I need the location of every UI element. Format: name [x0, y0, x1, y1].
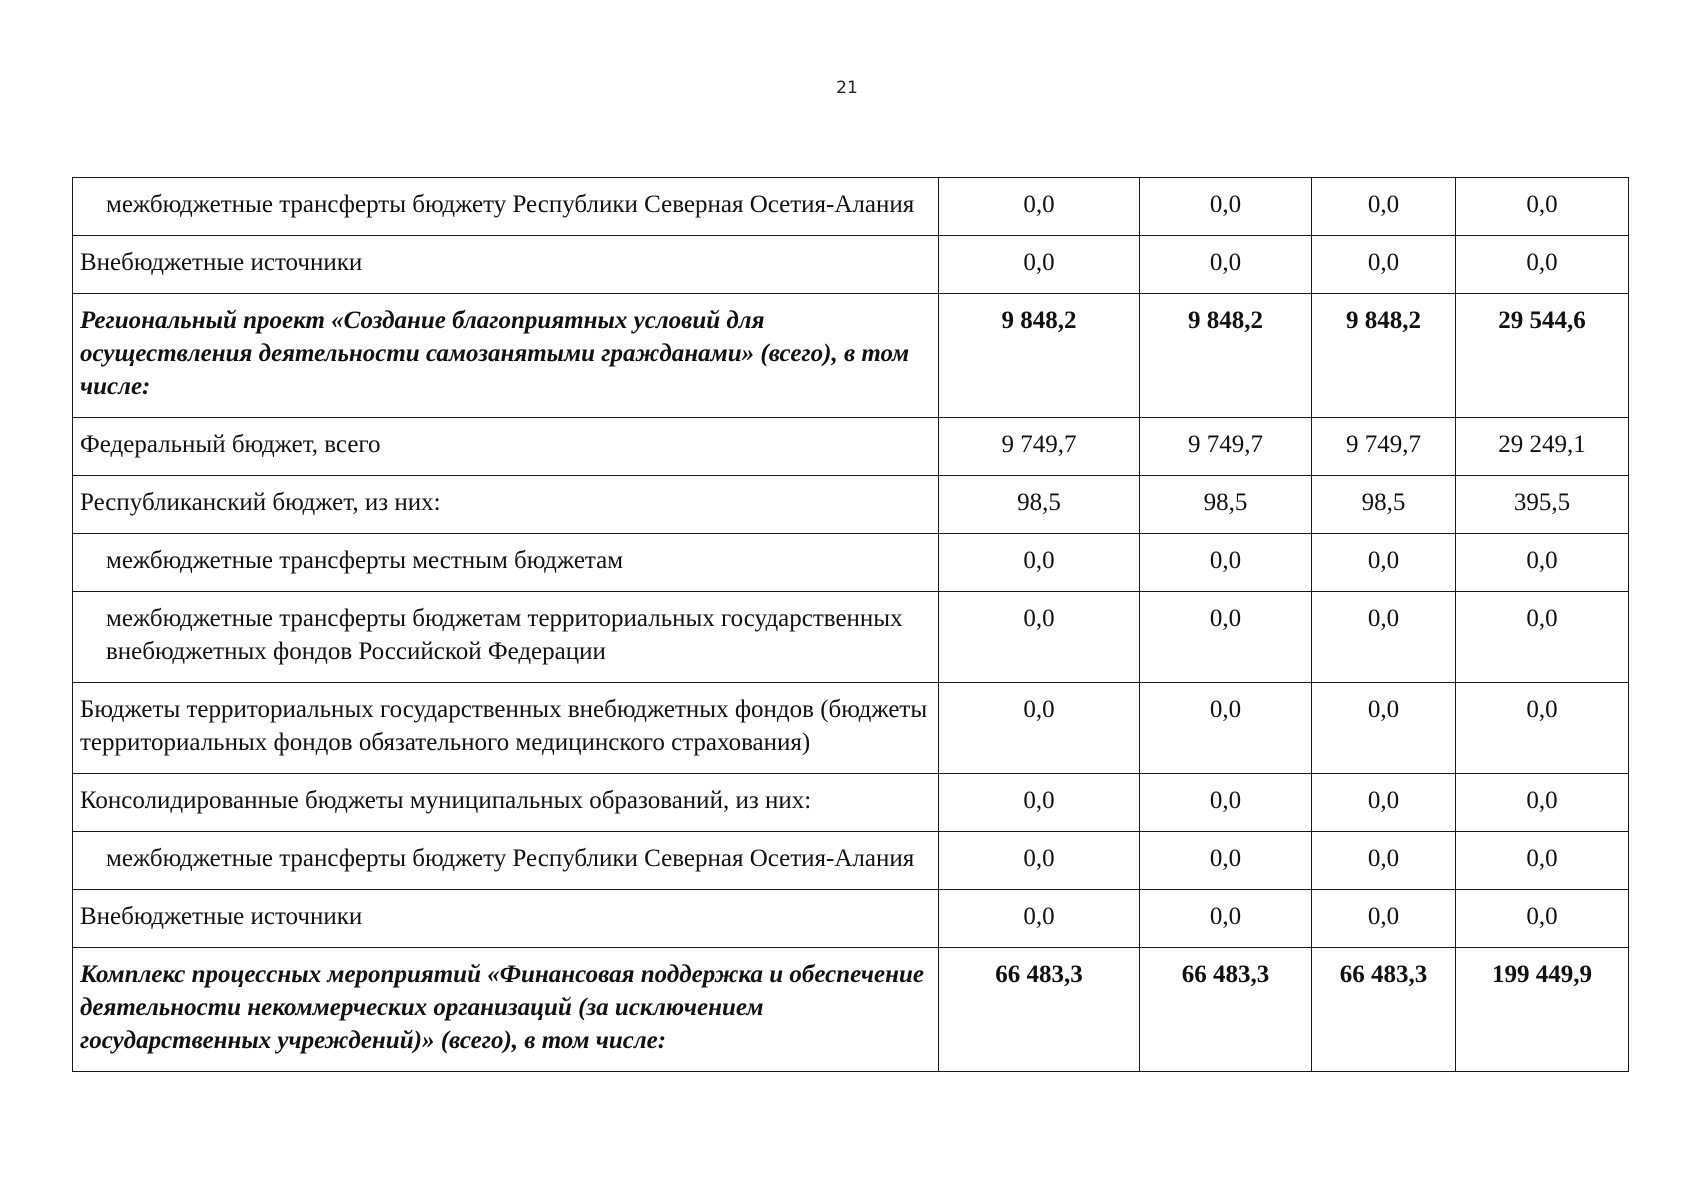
budget-table — [72, 177, 1629, 1072]
table-row — [73, 476, 1629, 534]
value-cell: 98,5 — [1312, 476, 1456, 534]
row-label: Региональный проект «Создание благоприятных условий для осуществления деятельности самозанятыми гражданами» (всего), в том числе: — [73, 294, 939, 418]
value-cell: 0,0 — [939, 592, 1140, 683]
value-cell: 0,0 — [1312, 890, 1456, 948]
value-cell: 0,0 — [1456, 683, 1629, 774]
value-cell: 0,0 — [939, 178, 1140, 236]
value-cell: 0,0 — [939, 832, 1140, 890]
value-cell: 66 483,3 — [1140, 948, 1312, 1072]
value-cell: 0,0 — [1312, 592, 1456, 683]
value-cell: 0,0 — [1140, 236, 1312, 294]
value-cell: 29 249,1 — [1456, 418, 1629, 476]
value-cell: 0,0 — [939, 890, 1140, 948]
row-label: межбюджетные трансферты бюджету Республики Северная Осетия-Алания — [73, 832, 939, 890]
value-cell: 0,0 — [1456, 178, 1629, 236]
value-cell: 0,0 — [1312, 832, 1456, 890]
value-cell: 199 449,9 — [1456, 948, 1629, 1072]
value-cell: 66 483,3 — [1312, 948, 1456, 1072]
value-cell: 29 544,6 — [1456, 294, 1629, 418]
value-cell: 66 483,3 — [939, 948, 1140, 1072]
value-cell: 0,0 — [1312, 178, 1456, 236]
value-cell: 98,5 — [939, 476, 1140, 534]
value-cell: 0,0 — [1140, 890, 1312, 948]
row-label: межбюджетные трансферты бюджету Республики Северная Осетия-Алания — [73, 178, 939, 236]
value-cell: 9 848,2 — [1140, 294, 1312, 418]
value-cell: 0,0 — [1312, 534, 1456, 592]
row-label: Внебюджетные источники — [73, 890, 939, 948]
table-row — [73, 683, 1629, 774]
table-row — [73, 236, 1629, 294]
value-cell: 0,0 — [1312, 236, 1456, 294]
value-cell: 0,0 — [1456, 534, 1629, 592]
value-cell: 9 848,2 — [1312, 294, 1456, 418]
value-cell: 0,0 — [1140, 683, 1312, 774]
value-cell: 0,0 — [1312, 774, 1456, 832]
value-cell: 0,0 — [939, 774, 1140, 832]
value-cell: 0,0 — [1312, 683, 1456, 774]
table-row-section-total — [73, 294, 1629, 418]
value-cell: 0,0 — [1140, 178, 1312, 236]
row-label: Республиканский бюджет, из них: — [73, 476, 939, 534]
value-cell: 98,5 — [1140, 476, 1312, 534]
value-cell: 9 749,7 — [939, 418, 1140, 476]
value-cell: 0,0 — [1140, 774, 1312, 832]
row-label: Внебюджетные источники — [73, 236, 939, 294]
table-row — [73, 418, 1629, 476]
row-label: межбюджетные трансферты бюджетам территориальных государственных внебюджетных фондов Российской Федерации — [73, 592, 939, 683]
page-number: 21 — [836, 78, 858, 98]
table-row — [73, 890, 1629, 948]
row-label: Консолидированные бюджеты муниципальных образований, из них: — [73, 774, 939, 832]
value-cell: 0,0 — [939, 236, 1140, 294]
value-cell: 0,0 — [1456, 832, 1629, 890]
value-cell: 0,0 — [1456, 774, 1629, 832]
value-cell: 9 749,7 — [1312, 418, 1456, 476]
value-cell: 395,5 — [1456, 476, 1629, 534]
value-cell: 0,0 — [939, 683, 1140, 774]
value-cell: 0,0 — [1456, 592, 1629, 683]
value-cell: 0,0 — [1140, 592, 1312, 683]
row-label: Бюджеты территориальных государственных внебюджетных фондов (бюджеты территориальных фондов обязательного медицинского страхования) — [73, 683, 939, 774]
table-row — [73, 534, 1629, 592]
value-cell: 0,0 — [939, 534, 1140, 592]
table-row — [73, 178, 1629, 236]
value-cell: 0,0 — [1140, 832, 1312, 890]
value-cell: 9 749,7 — [1140, 418, 1312, 476]
row-label: Комплекс процессных мероприятий «Финансовая поддержка и обеспечение деятельности некоммерческих организаций (за исключением государственных учреждений)» (всего), в том числе: — [73, 948, 939, 1072]
value-cell: 0,0 — [1456, 890, 1629, 948]
table-row — [73, 774, 1629, 832]
value-cell: 0,0 — [1456, 236, 1629, 294]
row-label: Федеральный бюджет, всего — [73, 418, 939, 476]
table-row-section-total — [73, 948, 1629, 1072]
row-label: межбюджетные трансферты местным бюджетам — [73, 534, 939, 592]
value-cell: 0,0 — [1140, 534, 1312, 592]
table-row — [73, 832, 1629, 890]
table-row — [73, 592, 1629, 683]
value-cell: 9 848,2 — [939, 294, 1140, 418]
